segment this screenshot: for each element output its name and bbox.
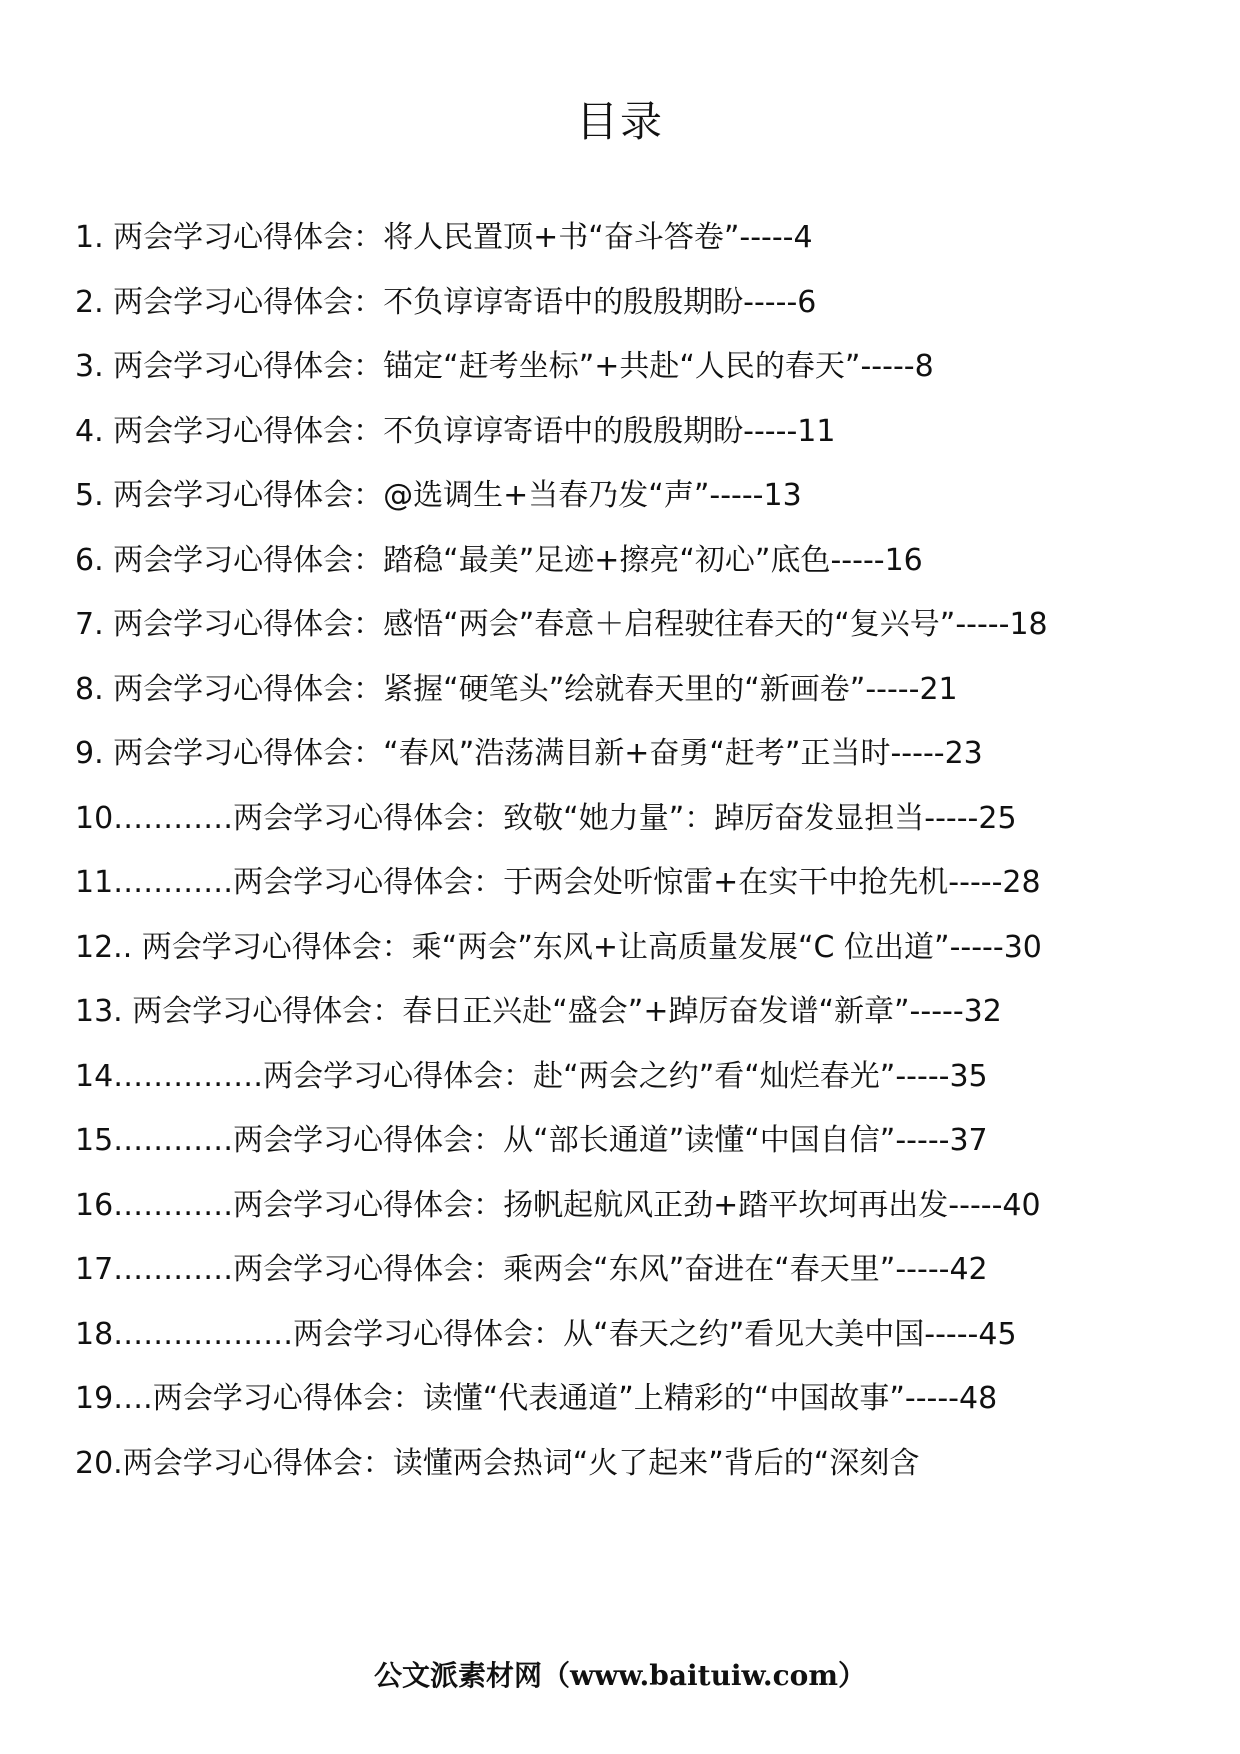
toc-entry-10: 10…………两会学习心得体会：致敬“她力量”：踔厉奋发显担当-----25	[75, 800, 1017, 836]
toc-entry-11: 11…………两会学习心得体会：于两会处听惊雷+在实干中抢先机-----28	[75, 865, 1041, 900]
toc-entry-2: 2. 两会学习心得体会：不负谆谆寄语中的殷殷期盼-----6	[75, 284, 817, 320]
toc-entry-7: 7. 两会学习心得体会：感悟“两会”春意＋启程驶往春天的“复兴号”-----18	[75, 607, 1048, 642]
toc-entry-5: 5. 两会学习心得体会：@选调生+当春乃发“声”-----13	[75, 478, 802, 513]
page-title: 目录	[575, 97, 664, 146]
toc-entry-17: 17…………两会学习心得体会：乘两会“东风”奋进在“春天里”-----42	[75, 1252, 988, 1287]
toc-entry-1: 1. 两会学习心得体会：将人民置顶+书“奋斗答卷”-----4	[75, 220, 813, 255]
toc-entry-3: 3. 两会学习心得体会：锚定“赶考坐标”+共赴“人民的春天”-----8	[75, 349, 934, 384]
toc-entry-16: 16…………两会学习心得体会：扬帆起航风正劲+踏平坎坷再出发-----40	[75, 1187, 1041, 1223]
toc-entry-6: 6. 两会学习心得体会：踏稳“最美”足迹+擦亮“初心”底色-----16	[75, 542, 923, 578]
table-of-contents	[75, 206, 1170, 1496]
page-footer: 公文派素材网（www.baituiw.com）	[374, 1659, 866, 1692]
toc-entry-18: 18………………两会学习心得体会：从“春天之约”看见大美中国-----45	[75, 1316, 1017, 1352]
toc-entry-4: 4. 两会学习心得体会：不负谆谆寄语中的殷殷期盼-----11	[75, 413, 836, 449]
toc-entry-20: 20.两会学习心得体会：读懂两会热词“火了起来”背后的“深刻含	[75, 1445, 920, 1481]
toc-entry-12: 12.. 两会学习心得体会：乘“两会”东风+让高质量发展“C 位出道”-----30	[75, 929, 1042, 965]
toc-entry-14: 14……………两会学习心得体会：赴“两会之约”看“灿烂春光”-----35	[75, 1058, 988, 1094]
toc-entry-8: 8. 两会学习心得体会：紧握“硬笔头”绘就春天里的“新画卷”-----21	[75, 671, 958, 707]
toc-entry-9: 9. 两会学习心得体会：“春风”浩荡满目新+奋勇“赶考”正当时-----23	[75, 736, 983, 771]
toc-entry-15: 15…………两会学习心得体会：从“部长通道”读懂“中国自信”-----37	[75, 1123, 988, 1158]
toc-entry-13: 13. 两会学习心得体会：春日正兴赴“盛会”+踔厉奋发谱“新章”-----32	[75, 994, 1002, 1029]
toc-entry-19: 19….两会学习心得体会：读懂“代表通道”上精彩的“中国故事”-----48	[75, 1381, 998, 1416]
